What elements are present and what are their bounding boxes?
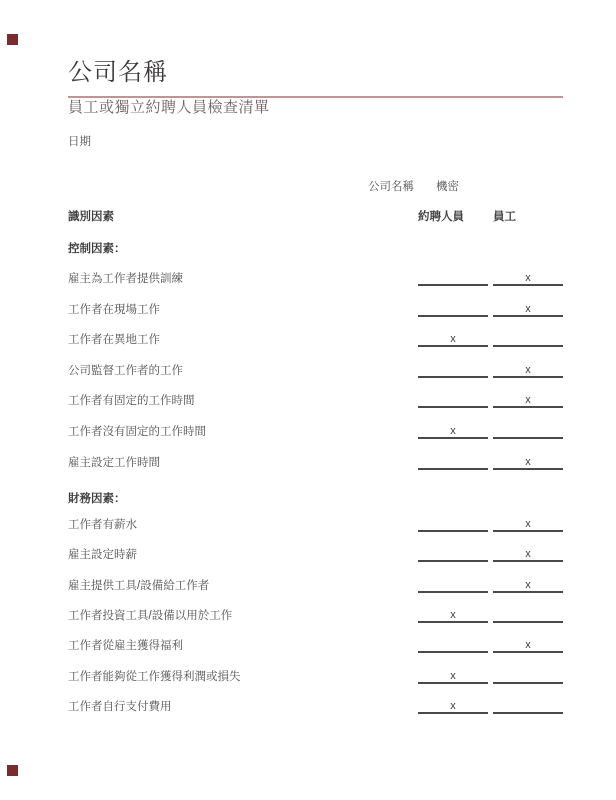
employee-answer-cell[interactable] xyxy=(493,333,563,347)
employee-column-header: 員工 xyxy=(493,211,516,223)
corner-accent-top xyxy=(7,34,18,45)
row-label: 工作者在現場工作 xyxy=(68,303,160,316)
employee-answer-cell[interactable] xyxy=(493,425,563,439)
checklist-row xyxy=(68,425,563,456)
checklist-row xyxy=(68,548,563,578)
checklist-row xyxy=(68,518,563,548)
checklist-header-row xyxy=(68,210,563,224)
row-label: 工作者沒有固定的工作時間 xyxy=(68,425,206,438)
checklist-row xyxy=(68,272,563,303)
factor-column-header: 識別因素 xyxy=(68,211,114,223)
checklist-row xyxy=(68,639,563,669)
checklist-row xyxy=(68,456,563,487)
contractor-answer-cell[interactable]: x xyxy=(418,609,488,623)
contractor-answer-cell[interactable]: x xyxy=(418,670,488,684)
contractor-answer-cell[interactable] xyxy=(418,456,488,470)
contractor-answer-cell[interactable] xyxy=(418,579,488,593)
page-title: 公司名稱 xyxy=(68,59,168,86)
company-name-label: 公司名稱 xyxy=(368,181,414,193)
employee-answer-cell[interactable] xyxy=(493,609,563,623)
contractor-answer-cell[interactable] xyxy=(418,518,488,532)
employee-answer-cell[interactable]: x xyxy=(493,639,563,653)
employee-answer-cell[interactable]: x xyxy=(493,548,563,562)
page-subtitle: 員工或獨立約聘人員檢查清單 xyxy=(68,99,270,116)
document-content xyxy=(68,0,563,730)
row-label: 雇主為工作者提供訓練 xyxy=(68,273,183,285)
row-label: 工作者有薪水 xyxy=(68,519,137,532)
row-label: 雇主設定時薪 xyxy=(68,549,137,562)
row-label: 工作者自行支付費用 xyxy=(68,700,172,713)
title-rule xyxy=(68,96,563,98)
section-header-financial: 財務因素： xyxy=(68,493,126,506)
contractor-answer-cell[interactable] xyxy=(418,303,488,317)
doc-meta-row xyxy=(68,180,563,194)
employee-answer-cell[interactable]: x xyxy=(493,579,563,593)
checklist-row xyxy=(68,670,563,700)
financial-factors-section xyxy=(68,492,563,730)
contractor-answer-cell[interactable] xyxy=(418,548,488,562)
contractor-answer-cell[interactable] xyxy=(418,364,488,378)
section-header-control: 控制因素： xyxy=(68,243,126,255)
employee-answer-cell[interactable] xyxy=(493,670,563,684)
row-label: 雇主設定工作時間 xyxy=(68,456,160,469)
contractor-answer-cell[interactable]: x xyxy=(418,700,488,714)
checklist-row xyxy=(68,579,563,609)
row-label: 雇主提供工具/設備給工作者 xyxy=(68,579,210,592)
row-label: 公司監督工作者的工作 xyxy=(68,364,183,377)
contractor-answer-cell[interactable] xyxy=(418,639,488,653)
employee-answer-cell[interactable] xyxy=(493,700,563,714)
employee-answer-cell[interactable]: x xyxy=(493,364,563,378)
row-label: 工作者能夠從工作獲得利潤或損失 xyxy=(68,670,241,683)
employee-answer-cell[interactable]: x xyxy=(493,518,563,532)
confidential-label: 機密 xyxy=(436,181,459,193)
date-label: 日期 xyxy=(68,136,91,148)
contractor-answer-cell[interactable]: x xyxy=(418,425,488,439)
checklist-row xyxy=(68,364,563,395)
checklist-row xyxy=(68,700,563,730)
employee-answer-cell[interactable]: x xyxy=(493,456,563,470)
contractor-column-header: 約聘人員 xyxy=(418,211,464,223)
contractor-answer-cell[interactable] xyxy=(418,272,488,286)
checklist-row xyxy=(68,303,563,334)
row-label: 工作者在異地工作 xyxy=(68,334,160,347)
corner-accent-bottom xyxy=(7,765,18,776)
contractor-answer-cell[interactable] xyxy=(418,394,488,408)
checklist-row xyxy=(68,609,563,639)
row-label: 工作者有固定的工作時間 xyxy=(68,395,195,408)
row-label: 工作者投資工具/設備以用於工作 xyxy=(68,610,233,623)
control-factors-section xyxy=(68,242,563,486)
row-label: 工作者從雇主獲得福利 xyxy=(68,640,183,653)
employee-answer-cell[interactable]: x xyxy=(493,272,563,286)
employee-answer-cell[interactable]: x xyxy=(493,303,563,317)
checklist-row xyxy=(68,333,563,364)
employee-answer-cell[interactable]: x xyxy=(493,394,563,408)
contractor-answer-cell[interactable]: x xyxy=(418,333,488,347)
checklist-row xyxy=(68,394,563,425)
